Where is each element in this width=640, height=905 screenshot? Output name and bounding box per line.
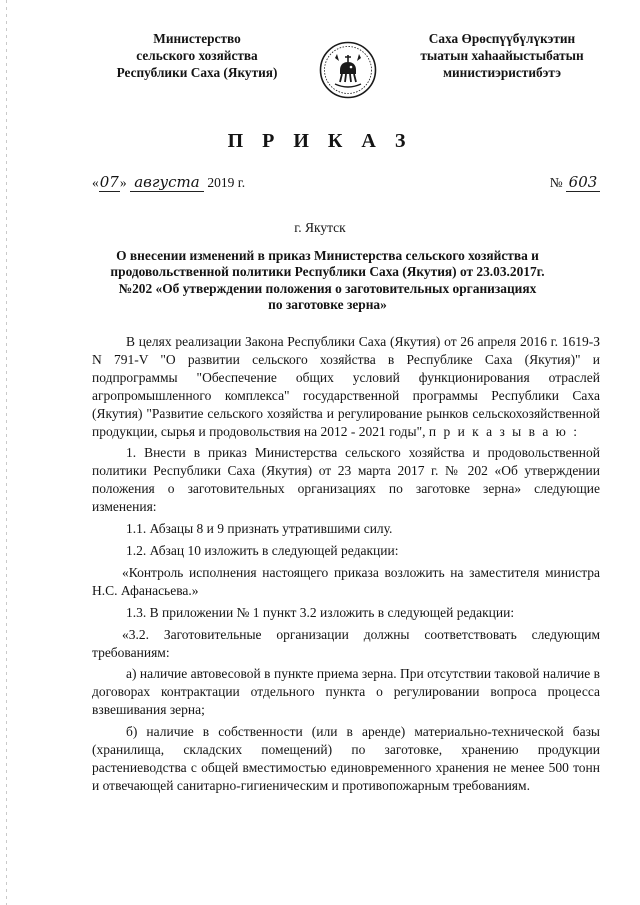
ministry-name-line: Саха Өрөспүүбүлүкэтин [428,31,576,46]
ministry-name-yakut [392,30,612,81]
order-number [550,173,600,192]
item-1-3-paragraph: 1.3. В приложении № 1 пункт 3.2 изложить в следующей редакции: [126,604,515,620]
order-word: п р и к а з ы в а ю : [428,423,579,439]
item-1-2-paragraph: 1.2. Абзац 10 изложить в следующей редакции: [126,542,399,558]
ministry-name-line: Министерство [153,31,241,46]
preamble-paragraph [92,333,600,440]
ministry-name-line: Республики Саха (Якутия) [116,65,278,80]
ministry-name-line: министиэристибэтэ [442,65,562,80]
city: г. Якутск [294,220,346,235]
date-open-quote: « [92,175,99,190]
ministry-name-line: тыатын хаһаайыстыбатын [420,48,584,63]
item-b-paragraph: б) наличие в собственности (или в аренде) материально-технической базы (хранилища, складских помещений) по заготовке, хранению продукции растениеводства с общей вместимостью единовременного хранения не менее 500 тонн и отвечающей санитарно-гигиеническим и противопожарным требованиям. [92,724,600,793]
order-subject: О внесении изменений в приказ Министерства сельского хозяйства и продовольственной политики Республики Саха (Якутия) от 23.03.2017г. №202 «Об утверждении положения о заготовительных организациях по заготовке зерна» [110,248,545,313]
order-number-label: № [549,175,563,190]
date-year: 2019 г. [207,175,246,190]
item-1-1-paragraph: 1.1. Абзацы 8 и 9 признать утратившими силу. [126,521,393,537]
order-body [92,333,600,799]
date-number-line [92,173,612,199]
date-day: 07 [99,173,119,191]
ministry-name-russian [92,30,302,81]
republic-of-sakha-coat-of-arms-icon [318,40,378,100]
item-1-2-text-paragraph: «Контроль исполнения настоящего приказа возложить на заместителя министра Н.С. Афанасьева.» [92,564,600,598]
date-close-quote: » [119,175,127,190]
ministry-name-line: сельского хозяйства [136,48,258,63]
preamble-text: В целях реализации Закона Республики Саха (Якутия) от 26 апреля 2016 г. 1619-З N 791-V "О развитии сельского хозяйства в Республике Саха (Якутия)" и подпрограммы "Обеспечение общих условий функционирования отраслей агропромышленного комплекса" государственной программы Республики Саха (Якутия) "Развитие сельского хозяйства и регулирование рынков сельскохозяйственной продукции, сырья и продовольствия на 2012 - 2021 годы", [92,334,600,439]
order-number-value: 603 [566,173,600,192]
item-a-paragraph: а) наличие автовесовой в пункте приема зерна. При отсутствии таковой наличие в договорах контрактации отдельного пункта о регулировании вопроса процесса взвешивания зерна; [92,666,600,718]
document-title: П Р И К А З [227,130,413,152]
item-1-paragraph: 1. Внести в приказ Министерства сельского хозяйства и продовольственной политики Республики Саха (Якутия) от 23 марта 2017 г. № 202 «Об утверждении положения о заготовительных организациях по заготовке зерна» следующие изменения: [92,445,600,515]
order-date [92,173,245,192]
item-3-2-paragraph: «3.2. Заготовительные организации должны соответствовать следующим требованиям: [92,626,600,660]
date-month: августа [130,173,204,192]
